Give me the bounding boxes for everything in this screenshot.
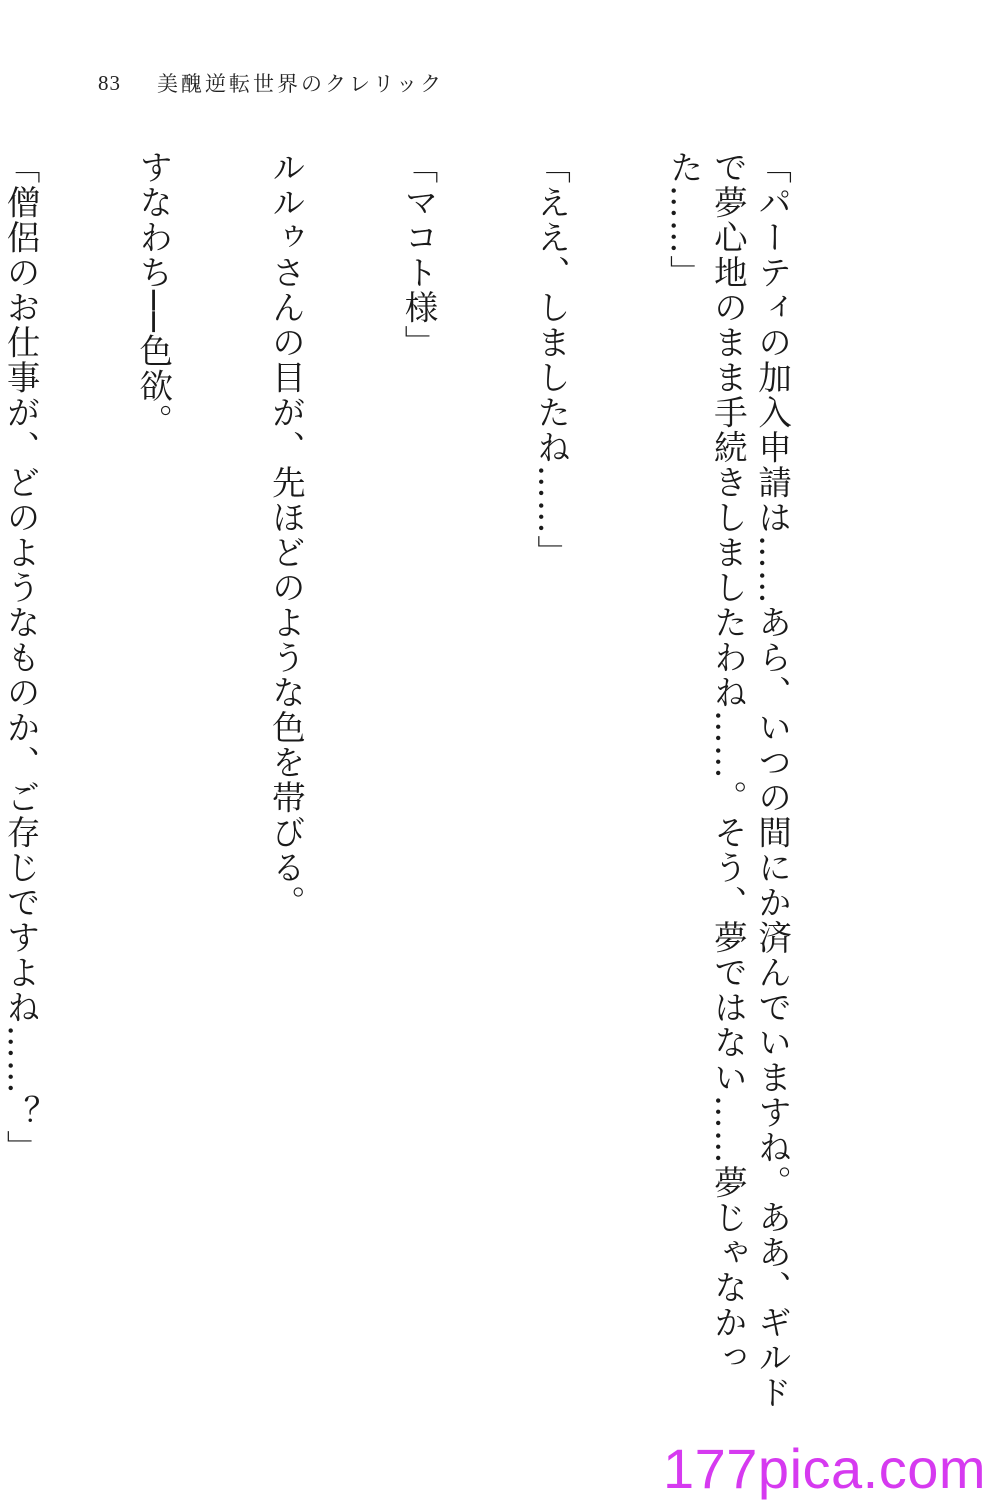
page-header (98, 68, 444, 98)
paragraph: 「マコト様」 (398, 150, 438, 360)
vertical-text-body (1, 150, 882, 1410)
paragraph: すなわち──色欲。 (133, 150, 173, 439)
paragraph: 「ええ、しましたね……」 (531, 150, 571, 570)
page-number: 83 (98, 70, 121, 95)
watermark: 177pica.com (662, 1437, 986, 1500)
paragraph: 「パーティの加入申請は……あら、いつの間にか済んでいますね。ああ、ギルドで夢心地のまま手続きしましたわね……。そう、夢ではない……夢じゃなかった……」 (664, 150, 792, 1410)
paragraph: ルルゥさんの目が、先ほどのような色を帯びる。 (266, 150, 306, 920)
paragraph: 「僧侶のお仕事が、どのようなものか、ご存じですよね……？」 (1, 150, 41, 1165)
book-title: 美醜逆転世界のクレリック (157, 72, 445, 96)
